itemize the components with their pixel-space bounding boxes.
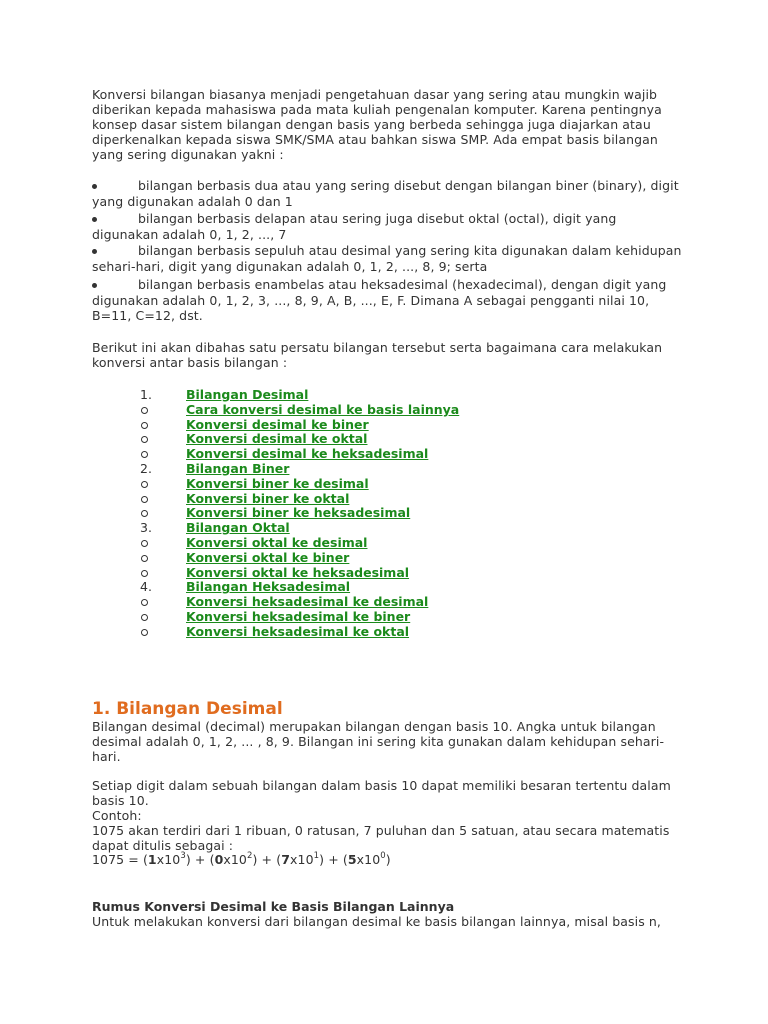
toc-link[interactable]: Konversi biner ke desimal [186, 475, 369, 491]
toc-number: 3. [140, 520, 152, 536]
bullet-text: bilangan berbasis enambelas atau heksadesimal (hexadecimal), dengan digit yang digunakan adalah 0, 1, 2, 3, ..., 8, 9, A, B, ..., E, F. Dimana A sebagai pengganti nilai 10, B=11, C=12, dst. [92, 277, 667, 323]
digit-explanation: Setiap digit dalam sebuah bilangan dalam basis 10 dapat memiliki besaran tertentu dalam basis 10. Contoh: 1075 akan terdiri dari 1 ribuan, 0 ratusan, 7 puluhan dan 5 satuan, atau secara matematis dapat ditulis sebagai : [92, 778, 671, 853]
bullet-dot-icon [92, 184, 97, 189]
bullet-text: bilangan berbasis sepuluh atau desimal yang sering kita digunakan dalam kehidupan sehari-hari, digit yang digunakan adalah 0, 1, 2, ..., 8, 9; serta [92, 243, 682, 274]
expansion-equation [92, 852, 391, 867]
equation-term: $(0x10^2)$ [209, 850, 258, 867]
bullet-text: bilangan berbasis dua atau yang sering disebut dengan bilangan biner (binary), digit yang digunakan adalah 0 dan 1 [92, 178, 679, 209]
toc-link[interactable]: Konversi oktal ke heksadesimal [186, 564, 410, 580]
toc-intro-paragraph: Berikut ini akan dibahas satu persatu bilangan tersebut serta bagaimana cara melakukan konversi antar basis bilangan : [92, 340, 663, 370]
equation-term: $(7x10^1)$ [276, 850, 325, 867]
toc-number: 2. [140, 461, 152, 476]
bullet-dot-icon [92, 283, 97, 288]
toc-link[interactable]: Konversi biner ke oktal [186, 490, 350, 506]
toc-link[interactable]: Konversi biner ke heksadesimal [186, 505, 411, 521]
bullet-item [92, 178, 682, 209]
toc-link[interactable]: Konversi oktal ke biner [186, 549, 350, 565]
subsection-heading: Rumus Konversi Desimal ke Basis Bilangan Lainnya [92, 899, 455, 914]
equation-term: $(5x10^0)$ [342, 850, 391, 867]
toc-link[interactable]: Konversi desimal ke biner [186, 416, 369, 432]
toc-link[interactable]: Konversi oktal ke desimal [186, 535, 368, 550]
equation-terms: $(1x10^3) + (0x10^2) + (7x10^1) + (5x10^0)$ [142, 850, 391, 867]
toc-link[interactable]: Konversi heksadesimal ke oktal [186, 623, 410, 639]
equation-term: $(1x10^3)$ [142, 850, 191, 867]
toc-link[interactable]: Bilangan Oktal [186, 520, 290, 536]
toc-link[interactable]: Konversi heksadesimal ke biner [186, 609, 411, 624]
bullet-text: bilangan berbasis delapan atau sering juga disebut oktal (octal), digit yang digunakan adalah 0, 1, 2, ..., 7 [92, 211, 617, 242]
definition-paragraph: Bilangan desimal (decimal) merupakan bilangan dengan basis 10. Angka untuk bilangan desimal adalah 0, 1, 2, ... , 8, 9. Bilangan ini sering kita gunakan dalam kehidupan sehari-hari. [92, 719, 665, 764]
bullet-dot-icon [92, 217, 97, 222]
section-heading: 1. Bilangan Desimal [92, 699, 283, 719]
bullet-item [92, 211, 682, 242]
bullet-dot-icon [92, 249, 97, 254]
toc-link[interactable]: Bilangan Heksadesimal [186, 579, 351, 595]
bullet-item [92, 277, 682, 324]
toc-link[interactable]: Konversi heksadesimal ke desimal [186, 594, 429, 610]
equation-lhs: 1075 = [92, 852, 143, 867]
toc-number: 4. [140, 579, 152, 595]
toc-link[interactable]: Bilangan Desimal [186, 387, 309, 402]
subsection-text: Untuk melakukan konversi dari bilangan desimal ke basis bilangan lainnya, misal basis n, [92, 914, 661, 929]
toc-number: 1. [140, 387, 152, 402]
intro-paragraph: Konversi bilangan biasanya menjadi pengetahuan dasar yang sering atau mungkin wajib diberikan kepada mahasiswa pada mata kuliah pengenalan komputer. Karena pentingnya konsep dasar sistem bilangan dengan basis yang berbeda sehingga juga diajarkan atau diperkenalkan kepada siswa SMK/SMA atau bahkan siswa SMP. Ada empat basis bilangan yang sering digunakan yakni : [92, 87, 662, 162]
toc-link[interactable]: Bilangan Biner [186, 461, 290, 476]
toc-link[interactable]: Konversi desimal ke oktal [186, 431, 368, 447]
toc-link[interactable]: Cara konversi desimal ke basis lainnya [186, 401, 460, 417]
bullet-item [92, 243, 682, 274]
toc-link[interactable]: Konversi desimal ke heksadesimal [186, 446, 429, 462]
